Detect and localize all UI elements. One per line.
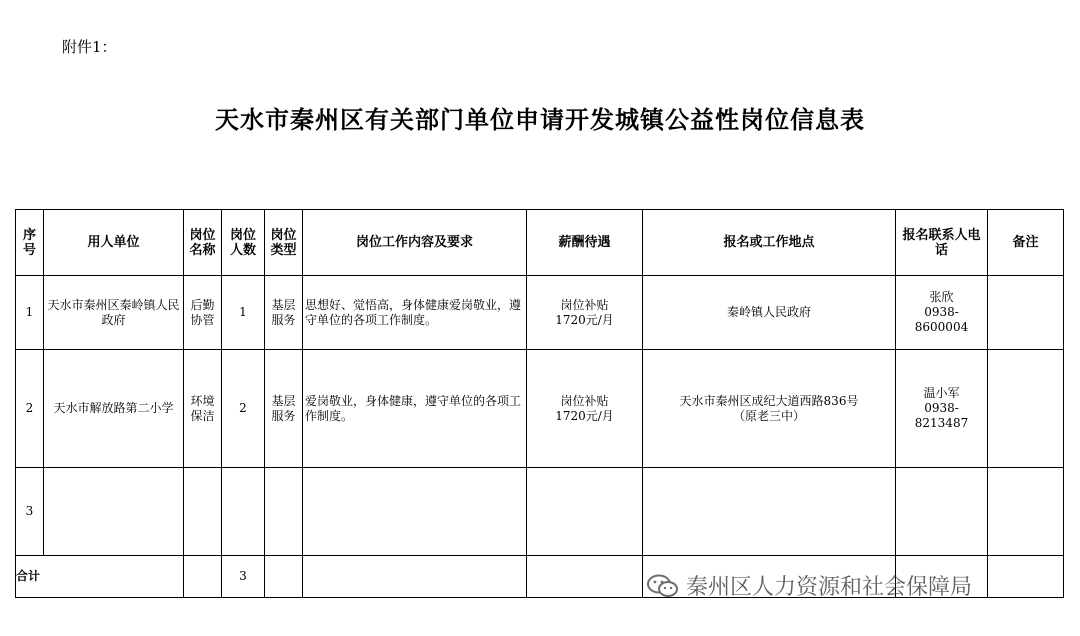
salary-line1: 岗位补贴 [560, 297, 609, 312]
cell-post-type: 基层服务 [265, 276, 303, 350]
header-location: 报名或工作地点 [643, 210, 896, 276]
location-line1: 天水市秦州区成纪大道西路836号 [679, 393, 859, 408]
header-contact: 报名联系人电话 [896, 210, 988, 276]
table-row [16, 350, 1064, 468]
header-salary: 薪酬待遇 [527, 210, 643, 276]
attachment-label: 附件1： [62, 38, 117, 56]
post-info-table [15, 209, 1064, 598]
cell-salary [527, 468, 643, 556]
cell-seq: 2 [16, 350, 44, 468]
header-post-count: 岗位人数 [222, 210, 265, 276]
table-row [16, 276, 1064, 350]
cell-seq: 3 [16, 468, 44, 556]
contact-phone: 0938-8600004 [914, 305, 969, 334]
cell-contact [896, 468, 988, 556]
cell-remark [988, 276, 1064, 350]
watermark-text: 秦州区人力资源和社会保障局 [686, 575, 973, 600]
contact-phone: 0938-8213487 [914, 401, 969, 430]
salary-line2: 1720元/月 [555, 408, 614, 423]
wechat-icon [646, 573, 680, 599]
header-content: 岗位工作内容及要求 [303, 210, 527, 276]
total-content [303, 556, 527, 598]
page-title: 天水市秦州区有关部门单位申请开发城镇公益性岗位信息表 [215, 105, 865, 134]
table-header-row [16, 210, 1064, 276]
cell-content: 思想好、觉悟高，身体健康爱岗敬业，遵守单位的各项工作制度。 [303, 276, 527, 350]
cell-salary [527, 350, 643, 468]
cell-post-count [222, 468, 265, 556]
total-post-count: 3 [222, 556, 265, 598]
cell-post-count: 2 [222, 350, 265, 468]
cell-remark [988, 350, 1064, 468]
cell-seq: 1 [16, 276, 44, 350]
cell-remark [988, 468, 1064, 556]
total-label: 合计 [16, 556, 184, 598]
cell-post-name [184, 468, 222, 556]
total-remark [988, 556, 1064, 598]
cell-employer [44, 468, 184, 556]
cell-employer: 天水市解放路第二小学 [44, 350, 184, 468]
header-seq: 序号 [16, 210, 44, 276]
cell-contact [896, 350, 988, 468]
location-line2: （原老三中） [732, 408, 805, 423]
cell-content [303, 468, 527, 556]
header-post-type: 岗位类型 [265, 210, 303, 276]
total-post-type [265, 556, 303, 598]
cell-location [643, 350, 896, 468]
watermark [646, 570, 972, 601]
header-post-name: 岗位名称 [184, 210, 222, 276]
salary-line2: 1720元/月 [555, 312, 614, 327]
cell-post-type: 基层服务 [265, 350, 303, 468]
cell-salary [527, 276, 643, 350]
cell-employer: 天水市秦州区秦岭镇人民政府 [44, 276, 184, 350]
cell-location [643, 276, 896, 350]
total-post-name [184, 556, 222, 598]
header-employer: 用人单位 [44, 210, 184, 276]
cell-post-count: 1 [222, 276, 265, 350]
cell-contact [896, 276, 988, 350]
total-salary [527, 556, 643, 598]
contact-name: 张欣 [929, 290, 954, 304]
cell-post-name: 后勤协管 [184, 276, 222, 350]
table-row [16, 468, 1064, 556]
header-remark: 备注 [988, 210, 1064, 276]
cell-content: 爱岗敬业，身体健康，遵守单位的各项工作制度。 [303, 350, 527, 468]
contact-name: 温小军 [923, 386, 960, 400]
location-line1: 秦岭镇人民政府 [726, 305, 811, 319]
salary-line1: 岗位补贴 [560, 393, 609, 408]
cell-location [643, 468, 896, 556]
cell-post-type [265, 468, 303, 556]
cell-post-name: 环境保洁 [184, 350, 222, 468]
